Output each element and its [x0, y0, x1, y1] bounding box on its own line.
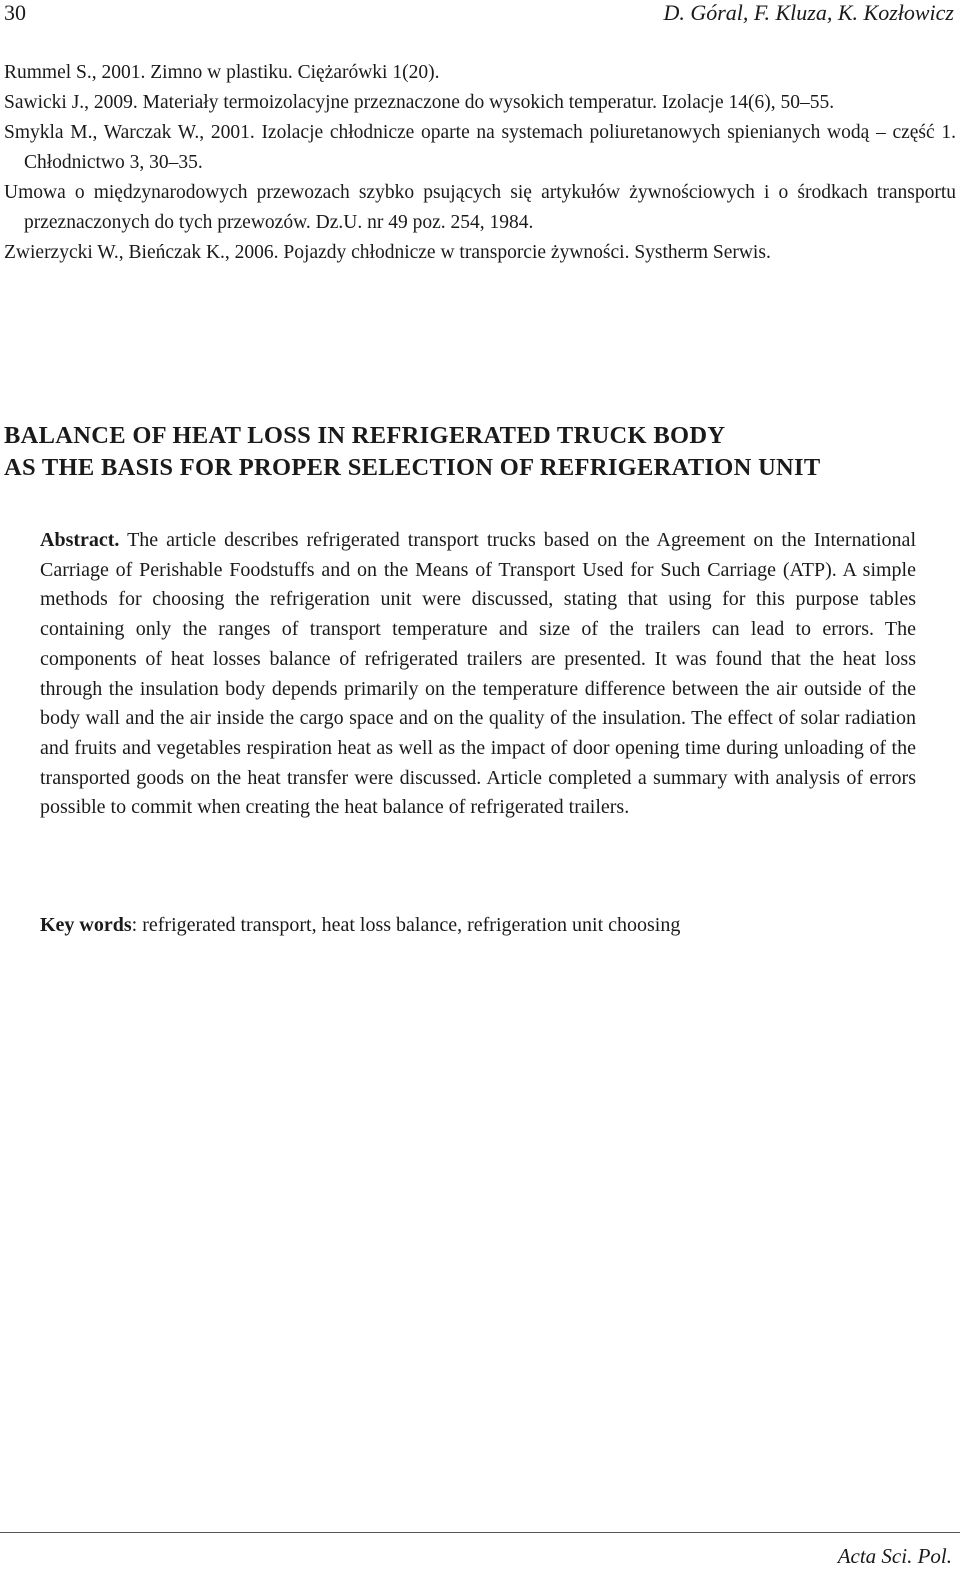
abstract-label: Abstract.: [40, 529, 120, 551]
abstract-text: The article describes refrigerated transport trucks based on the Agreement on the International Carriage of Perishable Foodstuffs and on the Means of Transport Used for Such Carriage (ATP). A simple methods for choosing the refrigeration unit were discussed, stating that using for this purpose tables containing only the ranges of transport temperature and size of the trailers can lead to errors. The components of heat losses balance of refrigerated trailers are presented. It was found that the heat loss through the insulation body depends primarily on the temperature difference between the air outside of the body wall and the air inside the cargo space and on the quality of the insulation. The effect of solar radiation and fruits and vegetables respiration heat as well as the impact of door opening time during unloading of the transported goods on the heat transfer were discussed. Article completed a summary with analysis of errors possible to commit when creating the heat balance of refrigerated trailers.: [40, 529, 916, 819]
running-head-authors: D. Góral, F. Kluza, K. Kozłowicz: [663, 0, 954, 25]
reference-item: Smykla M., Warczak W., 2001. Izolacje chłodnicze oparte na systemach poliuretanowych spienianych wodą – część 1. Chłodnictwo 3, 30–35.: [4, 122, 956, 173]
article-title-line-1: BALANCE OF HEAT LOSS IN REFRIGERATED TRUCK BODY: [4, 422, 726, 449]
abstract: [40, 526, 916, 823]
footer-journal-name: Acta Sci. Pol.: [837, 1544, 952, 1568]
reference-item: Rummel S., 2001. Zimno w plastiku. Ciężarówki 1(20).: [4, 62, 440, 83]
page-number: 30: [4, 0, 26, 25]
article-title-line-2: AS THE BASIS FOR PROPER SELECTION OF REFRIGERATION UNIT: [4, 454, 821, 481]
footer-divider: [0, 1532, 960, 1533]
reference-list: [4, 58, 956, 268]
reference-item: Sawicki J., 2009. Materiały termoizolacyjne przeznaczone do wysokich temperatur. Izolacje 14(6), 50–55.: [4, 92, 835, 113]
keywords-label: Key words: [40, 914, 132, 936]
keywords: [40, 910, 916, 940]
keywords-text: : refrigerated transport, heat loss balance, refrigeration unit choosing: [131, 914, 681, 936]
article-title: [4, 420, 960, 484]
reference-item: Umowa o międzynarodowych przewozach szybko psujących się artykułów żywnościowych i o środkach transportu przeznaczonych do tych przewozów. Dz.U. nr 49 poz. 254, 1984.: [4, 182, 956, 233]
reference-item: Zwierzycki W., Bieńczak K., 2006. Pojazdy chłodnicze w transporcie żywności. Systherm Serwis.: [4, 242, 771, 263]
